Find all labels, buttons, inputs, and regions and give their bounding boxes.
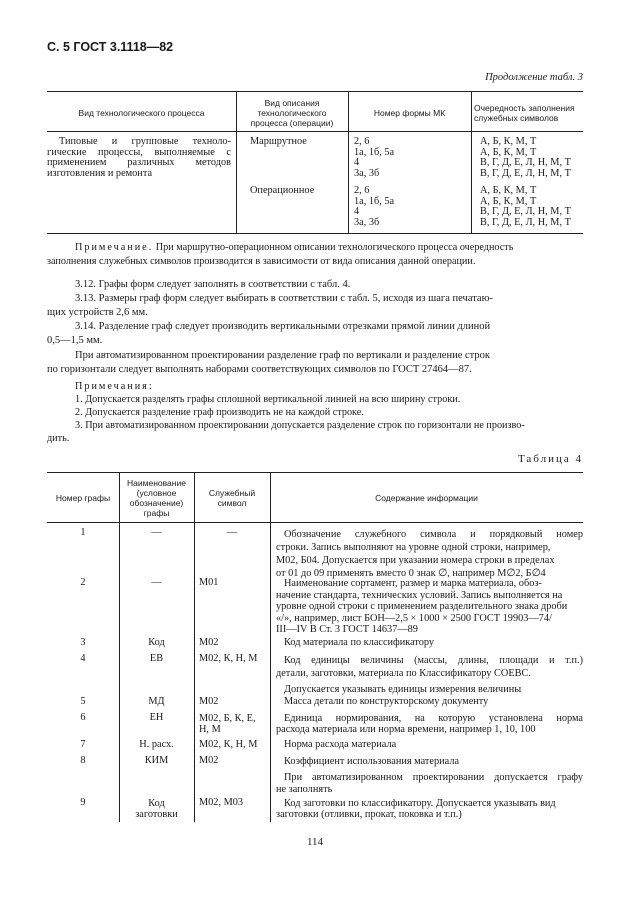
row-content: Единица нормирования, на которую установлена норма расхода материала или норма времени, например 1, 10, 100 bbox=[276, 713, 583, 735]
row-symbol: М02, М03 bbox=[199, 797, 244, 808]
table4-header-symbol: Служебный символ bbox=[208, 488, 256, 508]
paragraph-3-14: 3.14. Разделение граф следует производить вертикальными отрезками прямой линии длиной bbox=[75, 321, 491, 332]
table-row: 8 bbox=[80, 755, 86, 766]
table3-header-order: Очередность заполнения служебных символов bbox=[474, 103, 575, 123]
row-content: Норма расхода материала bbox=[284, 739, 397, 750]
row-name: МД bbox=[148, 696, 165, 707]
row-content: Код единицы величины (массы, длины, площади и т.п.) детали, заготовки, материала по Классификатору СОЕВС. Допускается указывать единицы измерения величины bbox=[276, 655, 583, 695]
note-1: Примечание. При маршрутно-операционном описании технологического процесса очередность заполнения служебных символов производится в зависимости от вида описания данной операции. bbox=[47, 242, 514, 267]
table3-header-rule bbox=[47, 131, 583, 132]
row-name: ЕН bbox=[149, 712, 164, 723]
table3-orders-route: А, Б, К, М, Т А, Б, К, М, Т В, Г, Д, Е, Л, Н, М, Т В, Г, Д, Е, Л, Н, М, Т bbox=[480, 136, 571, 179]
table3-col-divider bbox=[471, 91, 472, 233]
table4-header-rule bbox=[47, 522, 583, 523]
row-content: Код материала по классификатору bbox=[284, 637, 435, 648]
row-name: Код bbox=[148, 637, 165, 648]
page-number: 114 bbox=[306, 836, 324, 848]
row-symbol: М02, К, Н, М bbox=[199, 739, 258, 750]
table4-col-divider bbox=[194, 472, 195, 822]
table3-process-cell: Типовые и групповые техноло- гические процессы, выполняемые с применением различных методов изготовления и ремонта bbox=[47, 136, 231, 179]
table3-header-description: Вид описания технологического процесса (операции) bbox=[250, 98, 334, 128]
table4-caption: Таблица 4 bbox=[517, 453, 583, 465]
table3-forms-route: 2, 6 1а, 1б, 5а 4 3а, 3б bbox=[354, 136, 395, 179]
table3-desc-route: Маршрутное bbox=[250, 136, 307, 147]
paragraph-3-13: 3.13. Размеры граф форм следует выбирать в соответствии с табл. 5, исходя из шага печатаю- bbox=[75, 293, 493, 304]
row-name: — bbox=[151, 577, 162, 588]
row-symbol: М02, Б, К, Е, Н, М bbox=[199, 713, 256, 735]
paragraph-automated: При автоматизированном проектировании разделение граф по вертикали и разделение строк bbox=[75, 350, 490, 361]
row-name: — bbox=[151, 527, 162, 538]
notes-2: Примечания: 1. Допускается разделять графы сплошной вертикальной линией на всю ширину строки. 2. Допускается разделение граф производить не на каждой строке. 3. При автоматизированном проектировании допускается разделение строк по горизонтали не произво- дить. bbox=[47, 381, 525, 444]
table-row: 2 bbox=[80, 577, 86, 588]
table-row: 1 bbox=[80, 527, 86, 538]
row-name: КИМ bbox=[144, 755, 169, 766]
row-symbol: М02 bbox=[199, 755, 219, 766]
table-row: 6 bbox=[80, 712, 86, 723]
table-row: 5 bbox=[80, 696, 86, 707]
table4-header-num: Номер графы bbox=[55, 493, 111, 503]
table-row: 9 bbox=[80, 797, 86, 808]
row-content: Коэффициент использования материала При автоматизированном проектировании допускается графу не заполнять bbox=[276, 756, 583, 795]
paragraph-3-12: 3.12. Графы форм следует заполнять в соответствии с табл. 4. bbox=[75, 279, 351, 290]
table-row: 7 bbox=[80, 739, 86, 750]
row-name: Код заготовки bbox=[135, 798, 178, 820]
table4-header-name: Наименование (условное обозначение) графы bbox=[127, 478, 186, 518]
row-content: Наименование сортамент, размер и марка материала, обоз- начение стандарта, технических условий. Запись выполняется на уровне одной строки с применением разделительного знака дроби «/», например, лист БОН—2,5 × 1000 × 2500 ГОСТ 19903—74/ III—IV В Ст. 3 ГОСТ 14637—89 bbox=[276, 578, 568, 635]
page-header: С. 5 ГОСТ 3.1118—82 bbox=[47, 40, 174, 54]
row-content: Обозначение служебного символа и порядковый номер строки. Запись выполняют на уровне одной строки, например, М02, Б04. Допускается при указании номера строки в пределах от 01 до 09 применять вместо 0 знак ∅, например М∅2, Б∅4 bbox=[276, 529, 583, 579]
row-symbol: М02 bbox=[199, 637, 219, 648]
table-row: 3 bbox=[80, 637, 86, 648]
table4-col-divider bbox=[270, 472, 271, 822]
row-symbol: М02, К, Н, М bbox=[199, 653, 258, 664]
body-paragraphs: 3.12. Графы форм следует заполнять в соответствии с табл. 4. 3.13. Размеры граф форм следует выбирать в соответствии с табл. 5, исходя из шага печатаю- щих устройств 2,6 мм. 3.14. Разделение граф следует производить вертикальными отрезками прямой линии длиной 0,5—1,5 мм. При автоматизированном проектировании разделение граф по вертикали и разделение строк по горизонтали следует выполнять наборами соответствующих символов по ГОСТ 27464—87. bbox=[47, 278, 583, 377]
table3-orders-operation: А, Б, К, М, Т А, Б, К, М, Т В, Г, Д, Е, Л, Н, М, Т В, Г, Д, Е, Л, Н, М, Т bbox=[480, 185, 571, 228]
row-content: Код заготовки по классификатору. Допускается указывать вид заготовки (отливки, прокат, поковка и т.п.) bbox=[276, 798, 556, 820]
row-name: Н. расх. bbox=[139, 739, 174, 750]
row-symbol: М01 bbox=[199, 577, 219, 588]
table3-forms-operation: 2, 6 1а, 1б, 5а 4 3а, 3б bbox=[354, 185, 395, 228]
row-symbol: М02 bbox=[199, 696, 219, 707]
table3-desc-operation: Операционное bbox=[250, 185, 315, 196]
table3-top-rule bbox=[47, 91, 583, 92]
row-symbol: — bbox=[226, 527, 238, 538]
table-continuation-label: Продолжение табл. 3 bbox=[485, 72, 583, 83]
row-content: Масса детали по конструкторскому документу bbox=[284, 696, 489, 707]
row-name: ЕВ bbox=[149, 653, 164, 664]
table3-bottom-rule bbox=[47, 233, 583, 234]
table4-top-rule bbox=[47, 472, 583, 473]
table4-header-content: Содержание информации bbox=[375, 493, 478, 503]
table-row: 4 bbox=[80, 653, 86, 664]
table3-header-form: Номер формы МК bbox=[373, 108, 446, 118]
table3-header-process: Вид технологического процесса bbox=[78, 108, 205, 118]
